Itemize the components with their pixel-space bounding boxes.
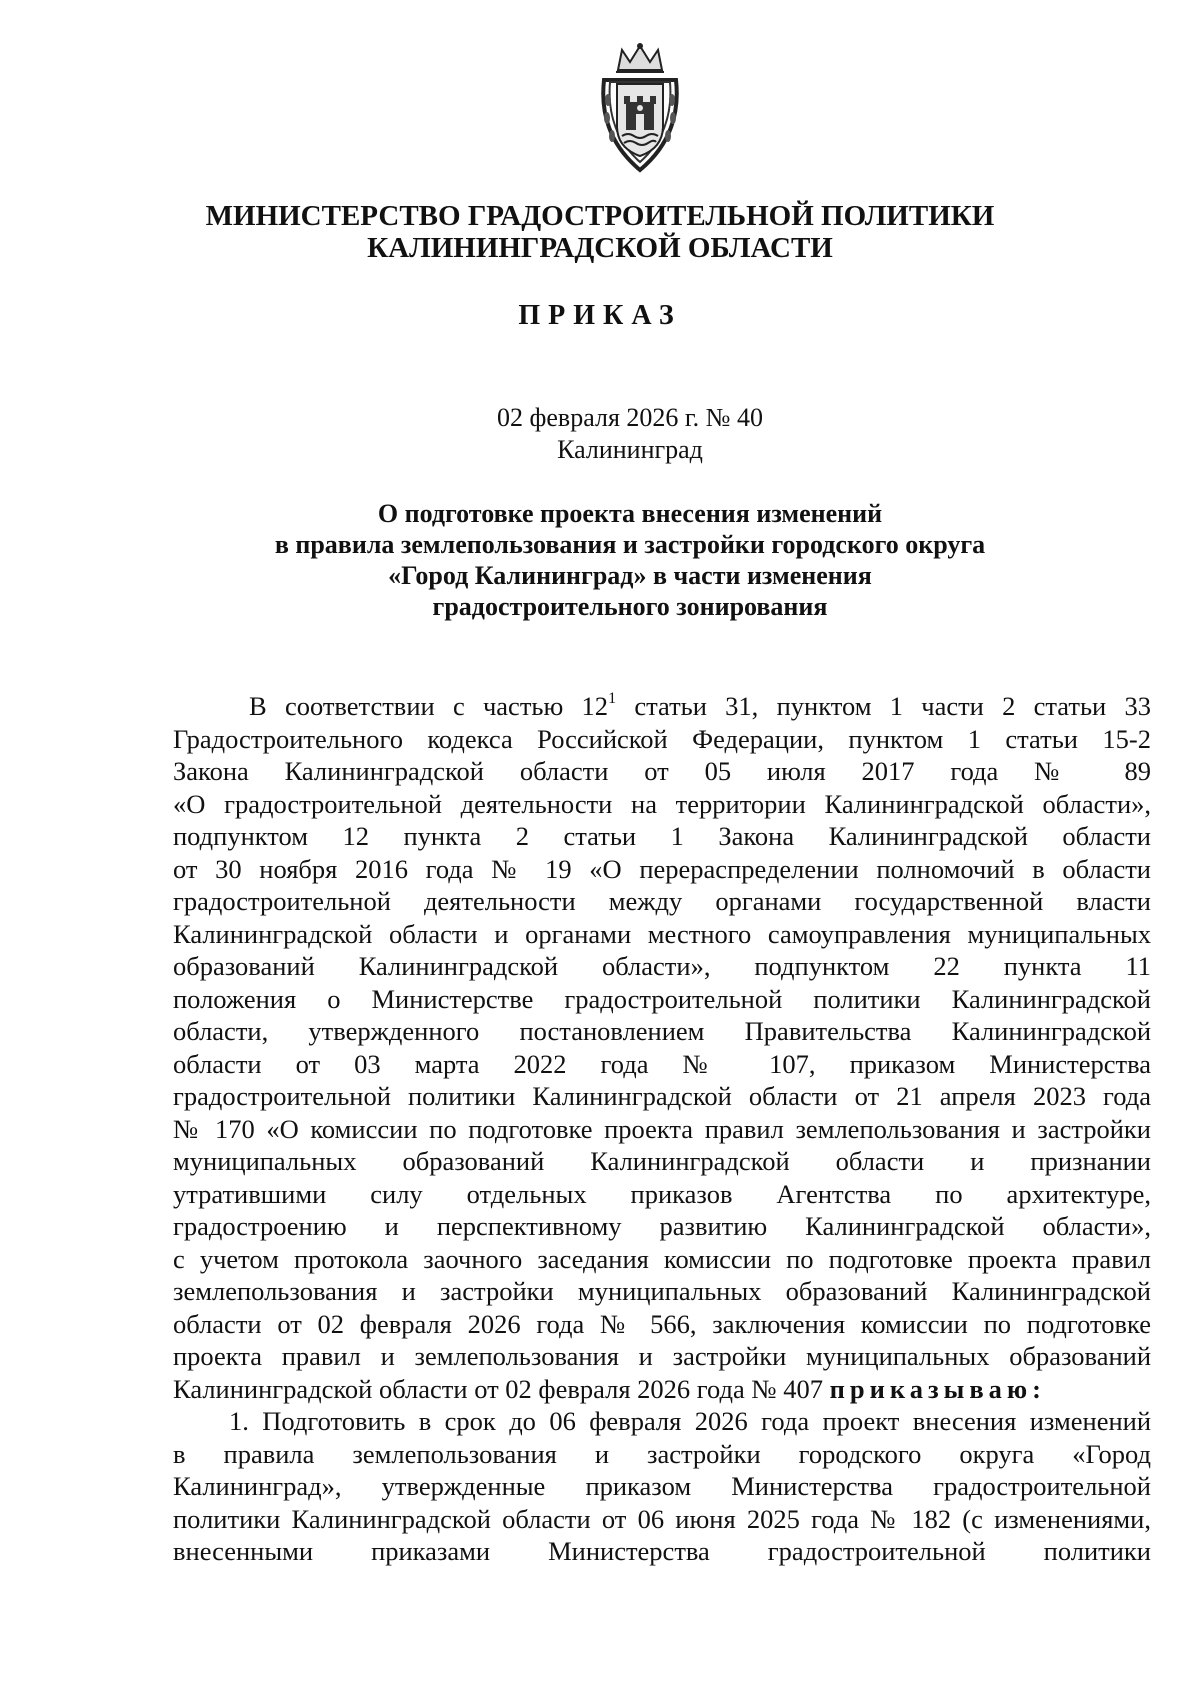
- body-line: области от 03 марта 2022 года № 107, приказом Министерства: [173, 1048, 1151, 1079]
- body-line: № 170 «О комиссии по подготовке проекта правил землепользования и застройки: [173, 1113, 1151, 1144]
- paragraph-1-line: в правила землепользования и застройки городского округа «Город: [173, 1438, 1151, 1469]
- body-line: проекта правил и землепользования и застройки муниципальных образований: [173, 1341, 1151, 1371]
- ministry-name-line1: МИНИСТЕРСТВО ГРАДОСТРОИТЕЛЬНОЙ ПОЛИТИКИ: [205, 200, 995, 232]
- subject-line3: «Город Калининград» в части изменения: [388, 561, 872, 590]
- body-line: положения о Министерстве градостроительной политики Калининградской: [173, 983, 1151, 1014]
- subject-line2: в правила землепользования и застройки городского округа: [274, 530, 986, 559]
- paragraph-1-line: внесенными приказами Министерства градостроительной политики: [173, 1536, 1151, 1566]
- city-name: Калининград: [557, 435, 703, 464]
- paragraph-1-line: 1. Подготовить в срок до 06 февраля 2026 года проект внесения изменений: [229, 1406, 1151, 1436]
- body-line: градостроению и перспективному развитию Калининградской области»,: [173, 1211, 1151, 1241]
- subject-line4: градостроительного зонирования: [432, 592, 828, 621]
- subject-line1: О подготовке проекта внесения изменений: [377, 499, 883, 528]
- paragraph-1-line: политики Калининградской области от 06 июня 2025 года № 182 (с изменениями,: [173, 1503, 1151, 1534]
- ministry-name-line2: КАЛИНИНГРАДСКОЙ ОБЛАСТИ: [367, 232, 833, 264]
- body-line: области, утвержденного постановлением Правительства Калининградской: [173, 1016, 1151, 1046]
- order-body: [173, 690, 1151, 1568]
- body-line: землепользования и застройки муниципальных образований Калининградской: [173, 1276, 1151, 1306]
- body-line: подпунктом 12 пункта 2 статьи 1 Закона Калининградской области: [173, 821, 1151, 851]
- paragraph-1-line: Калининград», утвержденные приказом Министерства градостроительной: [173, 1471, 1151, 1501]
- body-line: Градостроительного кодекса Российской Федерации, пунктом 1 статьи 15-2: [173, 723, 1151, 754]
- body-line: муниципальных образований Калининградской области и признании: [173, 1146, 1151, 1176]
- order-subject: [30, 498, 1200, 622]
- order-verb: приказываю:: [829, 1373, 1047, 1404]
- body-line: градостроительной деятельности между органами государственной власти: [173, 886, 1151, 916]
- body-line: Калининградской области и органами местного самоуправления муниципальных: [173, 918, 1151, 949]
- body-line: градостроительной политики Калининградской области от 21 апреля 2023 года: [173, 1081, 1151, 1111]
- body-line: «О градостроительной деятельности на территории Калининградской области»,: [173, 788, 1151, 819]
- body-line: Калининградской области от 02 февраля 2026 года № 407 приказываю:: [173, 1373, 1047, 1404]
- body-line: области от 02 февраля 2026 года № 566, заключения комиссии по подготовке: [173, 1308, 1151, 1339]
- body-line: с учетом протокола заочного заседания комиссии по подготовке проекта правил: [173, 1243, 1151, 1274]
- body-line: образований Калининградской области», подпунктом 22 пункта 11: [173, 951, 1151, 981]
- date-number: 02 февраля 2026 г. № 40: [497, 403, 763, 432]
- superscript-number: 1: [608, 690, 617, 708]
- body-line: утратившими силу отдельных приказов Агентства по архитектуре,: [173, 1178, 1151, 1209]
- coat-of-arms-emblem: [590, 40, 690, 180]
- document-type-title: ПРИКАЗ: [518, 300, 682, 331]
- body-line: В соответствии с частью $12^1$ статьи 31, пунктом 1 части 2 статьи 33: [249, 690, 1151, 721]
- date-and-place: [30, 402, 1200, 466]
- ministry-name: [0, 200, 1200, 264]
- body-line: от 30 ноября 2016 года № 19 «О перераспределении полномочий в области: [173, 853, 1151, 884]
- body-line: Закона Калининградской области от 05 июля 2017 года № 89: [173, 756, 1151, 786]
